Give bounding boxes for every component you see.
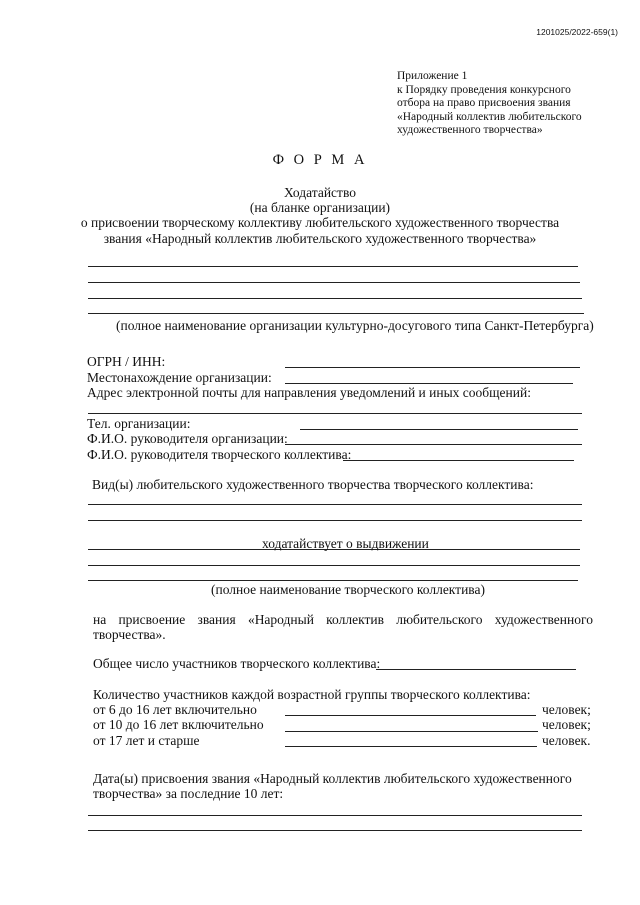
title-word: художественного	[494, 612, 593, 627]
title-assignment-line2: творчества».	[93, 627, 166, 642]
appendix-note	[397, 70, 622, 138]
art-types-line[interactable]	[88, 504, 582, 505]
award-dates-line[interactable]	[88, 815, 582, 816]
age-group-unit: человек.	[542, 733, 591, 748]
phone-label: Тел. организации:	[87, 416, 191, 431]
petition-title: Ходатайство	[284, 185, 356, 200]
collective-name-line[interactable]	[88, 565, 580, 566]
form-title: Ф О Р М А	[272, 152, 368, 168]
title-word: на	[93, 612, 107, 627]
ogrn-inn-field[interactable]	[285, 367, 580, 368]
total-participants-field[interactable]	[376, 669, 576, 670]
collective-name-line[interactable]	[88, 580, 578, 581]
award-dates-label: Дата(ы) присвоения звания «Народный коллектив любительского художественного	[93, 771, 572, 786]
appendix-line: «Народный коллектив любительского	[397, 110, 582, 123]
appendix-line: отбора на право присвоения звания	[397, 97, 571, 110]
collective-head-field[interactable]	[343, 460, 574, 461]
age-group-unit: человек;	[542, 717, 591, 732]
title-word: присвоение	[118, 612, 186, 627]
art-types-line[interactable]	[88, 520, 582, 521]
location-label: Местонахождение организации:	[87, 370, 272, 385]
petitions-text: ходатайствует о выдвижении	[262, 536, 429, 551]
award-dates-label-cont: творчества» за последние 10 лет:	[93, 786, 284, 801]
phone-field[interactable]	[300, 429, 578, 430]
location-field[interactable]	[285, 383, 573, 384]
ogrn-inn-label: ОГРН / ИНН:	[87, 354, 166, 369]
award-dates-line[interactable]	[88, 830, 582, 831]
org-name-line[interactable]	[88, 313, 584, 314]
org-name-line[interactable]	[88, 266, 578, 267]
age-groups-label: Количество участников каждой возрастной группы творческого коллектива:	[93, 687, 531, 702]
art-types-label: Вид(ы) любительского художественного творчества творческого коллектива:	[92, 477, 534, 492]
collective-name-caption: (полное наименование творческого коллектива)	[211, 582, 485, 597]
total-participants-label: Общее число участников творческого коллектива:	[93, 656, 381, 671]
appendix-line: художественного творчества»	[397, 124, 543, 137]
email-field[interactable]	[88, 413, 582, 414]
age-group-label: от 17 лет и старше	[93, 733, 200, 748]
age-group-unit: человек;	[542, 702, 591, 717]
age-group-label: от 10 до 16 лет включительно	[93, 717, 264, 732]
age-group-10-16-field[interactable]	[285, 731, 538, 732]
title-word: коллектив	[326, 612, 384, 627]
appendix-line: Приложение 1	[397, 70, 468, 82]
collective-head-label: Ф.И.О. руководителя творческого коллектива:	[87, 447, 352, 462]
org-name-line[interactable]	[88, 282, 580, 283]
petition-header	[0, 185, 640, 246]
petition-purpose-line: о присвоении творческому коллективу любительского художественного творчества	[80, 215, 560, 231]
org-name-line[interactable]	[88, 298, 582, 299]
age-group-17-plus-field[interactable]	[285, 746, 537, 747]
org-head-label: Ф.И.О. руководителя организации:	[87, 431, 288, 446]
petition-subtitle: (на бланке организации)	[249, 200, 391, 216]
title-word: любительского	[396, 612, 483, 627]
document-id: 1201025/2022-659(1)	[536, 27, 618, 37]
title-word: звания	[197, 612, 236, 627]
title-assignment-line	[93, 612, 593, 628]
age-group-label: от 6 до 16 лет включительно	[93, 702, 257, 717]
appendix-line: к Порядку проведения конкурсного	[397, 83, 571, 96]
age-group-6-16-field[interactable]	[285, 715, 536, 716]
org-head-field[interactable]	[285, 444, 582, 445]
title-word: «Народный	[247, 612, 314, 627]
petition-purpose-line: звания «Народный коллектив любительского художественного творчества»	[103, 230, 537, 246]
org-name-caption: (полное наименование организации культурно-досугового типа Санкт-Петербурга)	[116, 318, 594, 333]
email-label: Адрес электронной почты для направления уведомлений и иных сообщений:	[87, 385, 531, 400]
